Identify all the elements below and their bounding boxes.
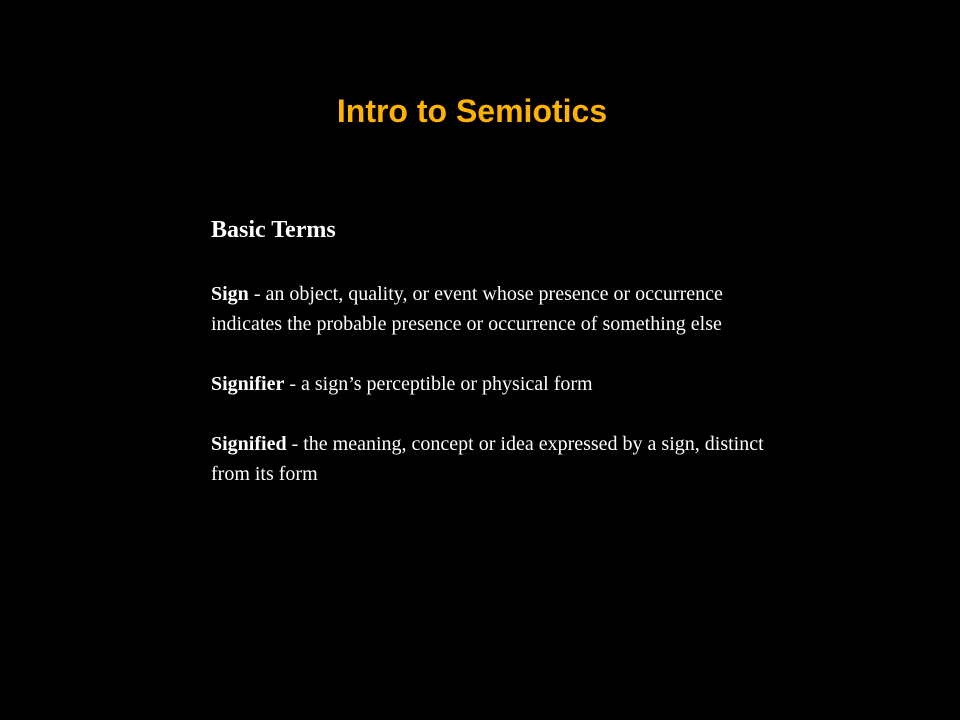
term-word: Signified xyxy=(211,433,287,455)
slide-body xyxy=(211,212,791,519)
term-word: Signifier xyxy=(211,373,285,395)
term-sign xyxy=(211,279,791,339)
slide-title: Intro to Semiotics xyxy=(336,93,608,129)
section-heading: Basic Terms xyxy=(211,217,336,243)
term-signifier xyxy=(211,369,791,399)
term-word: Sign xyxy=(211,283,249,305)
term-definition: - a sign’s perceptible or physical form xyxy=(284,373,593,395)
term-signified xyxy=(211,429,791,489)
term-definition: - an object, quality, or event whose presence or occurrence indicates the probable presence or occurrence of something else xyxy=(211,283,723,335)
term-definition: - the meaning, concept or idea expressed by a sign, distinct from its form xyxy=(211,433,764,485)
